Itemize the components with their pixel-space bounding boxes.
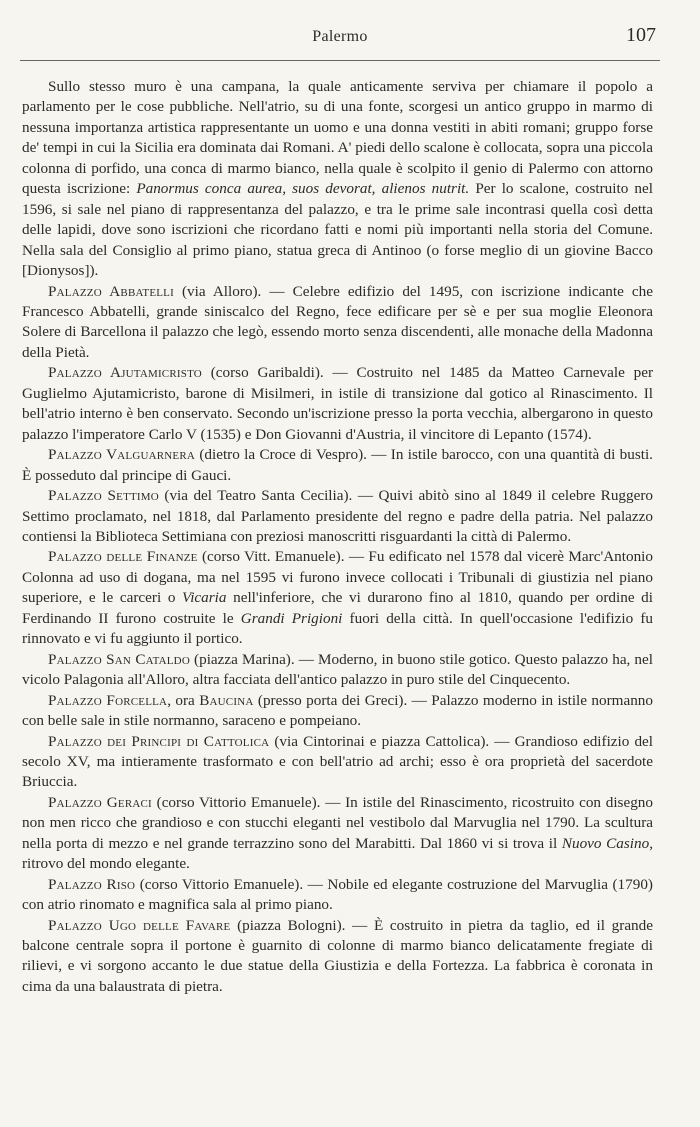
entry-heading: Palazzo San Cataldo bbox=[48, 650, 190, 668]
page-number: 107 bbox=[626, 24, 656, 46]
paragraph bbox=[22, 793, 653, 875]
italic-text: Grandi Prigioni bbox=[240, 609, 343, 627]
text-run: (via Alloro). — Celebre edifizio del 1495, con iscrizione indicante che Francesco Abbatelli, grande siniscalco del Regno, fece edificare per sè e per sua moglie Eleonora Solere di Barcellona il palazzo che legò, essendo morto senza discendenti, alle monache della Madonna della Pietà. bbox=[22, 282, 653, 361]
text-run: , ora bbox=[167, 691, 200, 709]
running-header bbox=[20, 24, 660, 50]
entry-heading: Palazzo Ugo delle Favare bbox=[48, 916, 231, 934]
entry-heading: Palazzo Settimo bbox=[48, 487, 159, 505]
paragraph bbox=[22, 916, 653, 998]
entry-heading: Palazzo Ajutamicristo bbox=[48, 364, 202, 382]
italic-text: Vicaria bbox=[182, 589, 227, 607]
entry-heading: Palazzo Forcella bbox=[48, 691, 168, 709]
text-run: fuori della città. In quell'occasione l'edifizio fu rinnovato e vi fu aggiunto il portico. bbox=[22, 609, 653, 648]
entry-heading: Palazzo Abbatelli bbox=[48, 282, 174, 300]
entry-heading: Palazzo Riso bbox=[48, 875, 136, 893]
body-text bbox=[22, 77, 653, 997]
text-run: (via del Teatro Santa Cecilia). — Quivi abitò sino al 1849 il celebre Ruggero Settimo proclamato, nel 1818, dal Parlamento presidente del regno e padre della patria. Nel palazzo contiensi la Biblioteca Settimiana con preziosi manoscritti risguardanti la città di Palermo. bbox=[22, 487, 653, 545]
paragraph bbox=[22, 445, 653, 486]
paragraph bbox=[22, 363, 653, 445]
entry-heading: Palazzo delle Finanze bbox=[48, 548, 198, 566]
running-title: Palermo bbox=[312, 28, 368, 45]
paragraph bbox=[22, 547, 653, 649]
text-run: Sullo stesso muro è una campana, la quale anticamente serviva per chiamare il popolo a parlamento per le cose pubbliche. Nell'atrio, su di una fonte, scorgesi un antico gruppo in marmo di nessuna importanza artistica rappresentante un uomo e una donna vestiti in abiti romani; gruppo forse de' tempi in cui la Sicilia era dominata dai Romani. A' piedi dello scalone è collocata, sopra una piccola colonna di porfido, una conca di marmo bianco, nella quale è scolpito il genio di Palermo con attorno questa iscrizione: bbox=[22, 78, 653, 198]
text-run: Per lo scalone, costruito nel 1596, si sale nel piano di rappresentanza del palazzo, e tra le prime sale incontrasi quella così detta delle lapidi, dove sono iscrizioni che ricordano fatti e nomi più importanti nella storia del Comune. Nella sala del Consiglio al primo piano, statua greca di Antinoo (o forse meglio di un giovine Bacco [Dionysos]). bbox=[22, 180, 653, 280]
text-run: (corso Garibaldi). — Costruito nel 1485 da Matteo Carnevale per Guglielmo Ajutamicristo, barone di Misilmeri, in istile di transizione dal gotico al Rinascimento. Il bell'atrio interno è ben conservato. Secondo un'iscrizione presso la porta vecchia, albergarono in questo palazzo l'imperatore Carlo V (1535) e Don Giovanni d'Austria, il vincitore di Lepanto (1574). bbox=[22, 364, 653, 443]
entry-heading: Baucina bbox=[199, 691, 254, 709]
italic-text: Panormus conca aurea, suos devorat, alienos nutrit. bbox=[136, 180, 470, 198]
entry-heading: Palazzo dei Principi di Cattolica bbox=[48, 732, 270, 750]
entry-heading: Palazzo Valguarnera bbox=[48, 446, 196, 464]
text-run: (dietro la Croce di Vespro). — In istile barocco, con una quantità di busti. È posseduto dal principe di Gauci. bbox=[22, 446, 653, 484]
text-run: (corso Vittorio Emanuele). — In istile del Rinascimento, ricostruito con disegno non men ricco che grandioso e con stucchi eleganti nel vestibolo dal Marvuglia nel 1790. La scultura nella porta di mezzo e nel grande terrazzino sono del Marabitti. Dal 1860 vi si trova il bbox=[22, 793, 653, 852]
text-run: (presso porta dei Greci). — Palazzo moderno in istile normanno con belle sale in stile normanno, saraceno e pompeiano. bbox=[22, 691, 653, 730]
text-run: (piazza Marina). — Moderno, in buono stile gotico. Questo palazzo ha, nel vicolo Palagonia all'Alloro, altra facciata dell'antico palazzo in puro stile del Cinquecento. bbox=[22, 650, 653, 689]
paragraph bbox=[22, 691, 653, 732]
text-run: (corso Vittorio Emanuele). — Nobile ed elegante costruzione del Marvuglia (1790) con atrio rinomato e magnifica sala al primo piano. bbox=[22, 875, 653, 914]
text-run: , ritrovo del mondo elegante. bbox=[22, 834, 653, 873]
text-run: nell'inferiore, che vi durarono fino al 1810, quando per ordine di Ferdinando II furono costruite le bbox=[22, 589, 653, 627]
paragraph bbox=[22, 486, 653, 547]
text-run: (corso Vitt. Emanuele). — Fu edificato nel 1578 dal vicerè Marc'Antonio Colonna ad uso di dogana, ma nel 1595 vi furono invece collocati i Tribunali di giustizia nel piano superiore, e le carceri o bbox=[22, 548, 653, 607]
paragraph bbox=[22, 77, 653, 282]
italic-text: Nuovo Casino bbox=[561, 834, 650, 852]
text-run: (piazza Bologni). — È costruito in pietra da taglio, ed il grande balcone centrale sopra il portone è guarnito di colonne di marmo bianco delicatamente fregiate di rilievi, e vi sorgono accanto le due statue della Giustizia e della Fortezza. La fabbrica è coronata in cima da una balaustrata di pietra. bbox=[22, 916, 653, 995]
paragraph bbox=[22, 282, 653, 364]
header-rule bbox=[20, 60, 660, 61]
paragraph bbox=[22, 650, 653, 691]
text-run: (via Cintorinai e piazza Cattolica). — Grandioso edifizio del secolo XV, ma intieramente trasformato e con bell'atrio ad archi; esso è ora proprietà del sacerdote Briuccia. bbox=[22, 732, 654, 791]
paragraph bbox=[22, 875, 653, 916]
paragraph bbox=[22, 732, 653, 793]
entry-heading: Palazzo Geraci bbox=[48, 793, 152, 811]
